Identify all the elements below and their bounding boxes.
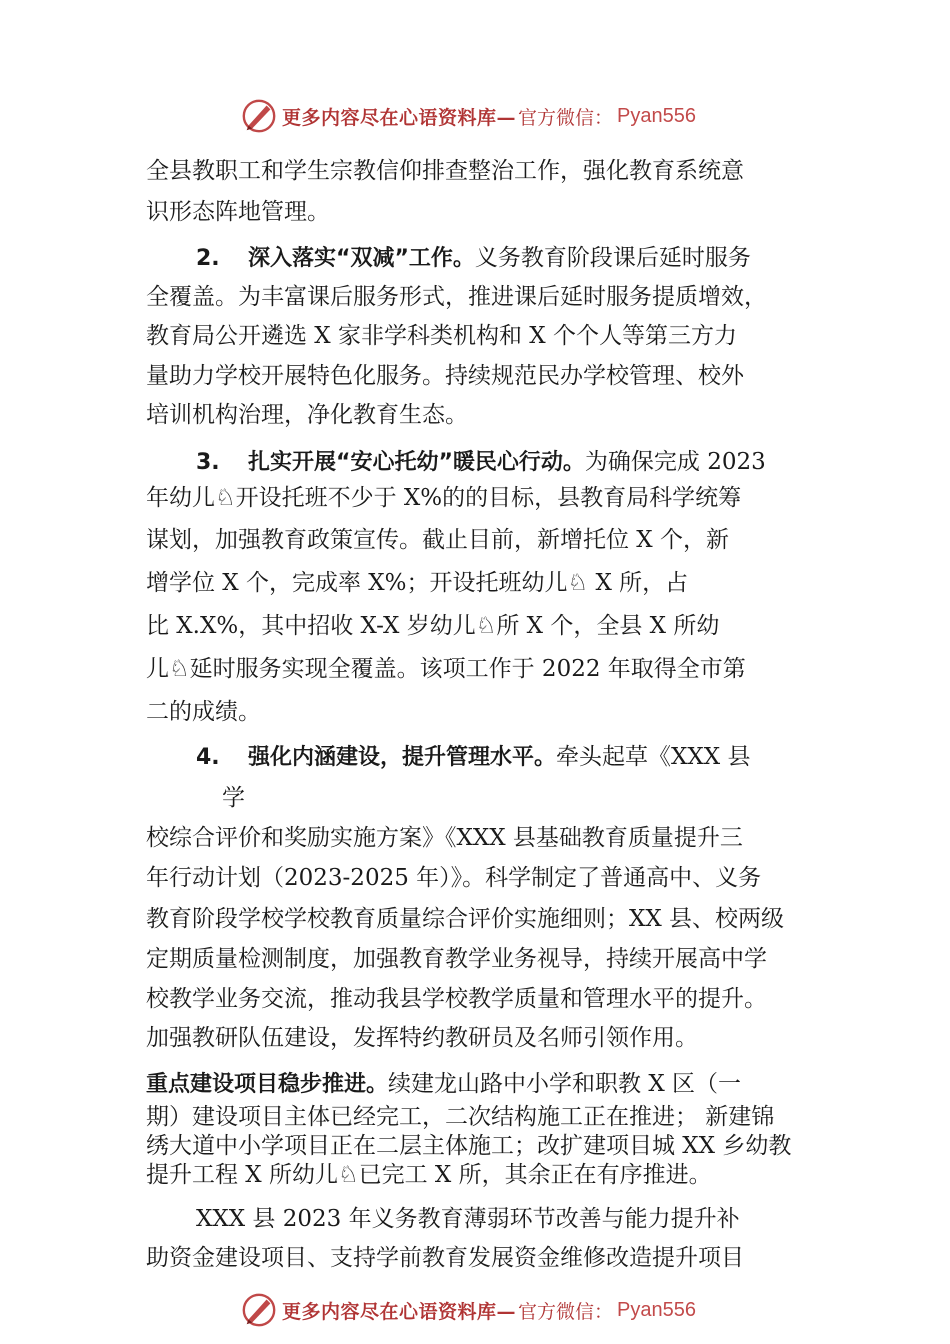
paragraph-5-text: 续建龙山路中小学和职教 X 区（一	[388, 1071, 742, 1097]
section-4-text: 牵头起草《XXX 县	[556, 744, 751, 770]
banner-text: 更多内容尽在心语资料库—	[282, 106, 517, 129]
text-line: 学	[222, 785, 245, 811]
section-3-number: 3.	[196, 450, 220, 475]
banner-wechat-label: 官方微信：	[518, 106, 614, 129]
text-line: 教育阶段学校学校教育质量综合评价实施细则；XX 县、校两级	[146, 906, 785, 932]
text-line: 绣大道中小学项目正在二层主体施工；改扩建项目城 XX 乡幼教	[146, 1133, 792, 1159]
text-line: 儿♘延时服务实现全覆盖。该项工作于 2022 年取得全市第	[146, 656, 746, 682]
banner-wechat-id: Pyan556	[617, 1298, 696, 1321]
text-line: 助资金建设项目、支持学前教育发展资金维修改造提升项目	[146, 1245, 744, 1271]
section-2-number: 2.	[196, 246, 220, 271]
text-line: 增学位 X 个，完成率 X%；开设托班幼儿♘ X 所，占	[146, 570, 689, 596]
section-3-title: 扎实开展“安心托幼”暖民心行动。	[248, 450, 585, 475]
footer-banner	[240, 1290, 740, 1330]
section-4-number: 4.	[196, 745, 220, 770]
text-line: 年行动计划（2023-2025 年）》。科学制定了普通高中、义务	[146, 865, 762, 891]
paragraph-5-line	[146, 1070, 741, 1099]
section-3-text: 为确保完成 2023	[584, 449, 766, 475]
section-4-line	[196, 743, 750, 772]
text-line: 全县教职工和学生宗教信仰排查整治工作，强化教育系统意	[146, 158, 744, 184]
text-line: 二的成绩。	[146, 699, 261, 725]
text-line: 比 X.X%，其中招收 X-X 岁幼儿♘所 X 个，全县 X 所幼	[146, 613, 720, 639]
text-line: 量助力学校开展特色化服务。持续规范民办学校管理、校外	[146, 363, 744, 389]
text-line: 教育局公开遴选 X 家非学科类机构和 X 个个人等第三方力	[146, 323, 737, 349]
section-2-line	[196, 244, 751, 273]
text-line: 期）建设项目主体已经完工，二次结构施工正在推进； 新建锦	[146, 1104, 775, 1130]
pen-logo-icon	[240, 1291, 278, 1329]
banner-wechat-label: 官方微信：	[518, 1300, 614, 1323]
text-line: 谋划，加强教育政策宣传。截止目前，新增托位 X 个，新	[146, 527, 729, 553]
section-2-title: 深入落实“双减”工作。	[248, 246, 475, 271]
paragraph-5-title: 重点建设项目稳步推进。	[146, 1072, 389, 1097]
text-line: 校综合评价和奖励实施方案》《XXX 县基础教育质量提升三	[146, 825, 743, 851]
text-line: 培训机构治理，净化教育生态。	[146, 402, 468, 428]
pen-logo-icon	[240, 97, 278, 135]
text-line: 全覆盖。为丰富课后服务形式，推进课后延时服务提质增效，	[146, 284, 767, 310]
section-3-line	[196, 448, 766, 477]
text-line: 定期质量检测制度，加强教育教学业务视导，持续开展高中学	[146, 946, 767, 972]
text-line: XXX 县 2023 年义务教育薄弱环节改善与能力提升补	[196, 1206, 740, 1232]
text-line: 年幼儿♘开设托班不少于 X%的的目标，县教育局科学统筹	[146, 485, 742, 511]
text-line: 识形态阵地管理。	[146, 199, 330, 225]
section-4-title: 强化内涵建设，提升管理水平。	[248, 745, 557, 770]
text-line: 提升工程 X 所幼儿♘已完工 X 所，其余正在有序推进。	[146, 1162, 712, 1188]
section-2-text: 义务教育阶段课后延时服务	[474, 245, 751, 271]
text-line: 校教学业务交流，推动我县学校教学质量和管理水平的提升。	[146, 986, 767, 1012]
banner-text: 更多内容尽在心语资料库—	[282, 1300, 517, 1323]
text-line: 加强教研队伍建设，发挥特约教研员及名师引领作用。	[146, 1025, 698, 1051]
header-banner	[240, 96, 740, 136]
banner-wechat-id: Pyan556	[617, 104, 696, 127]
